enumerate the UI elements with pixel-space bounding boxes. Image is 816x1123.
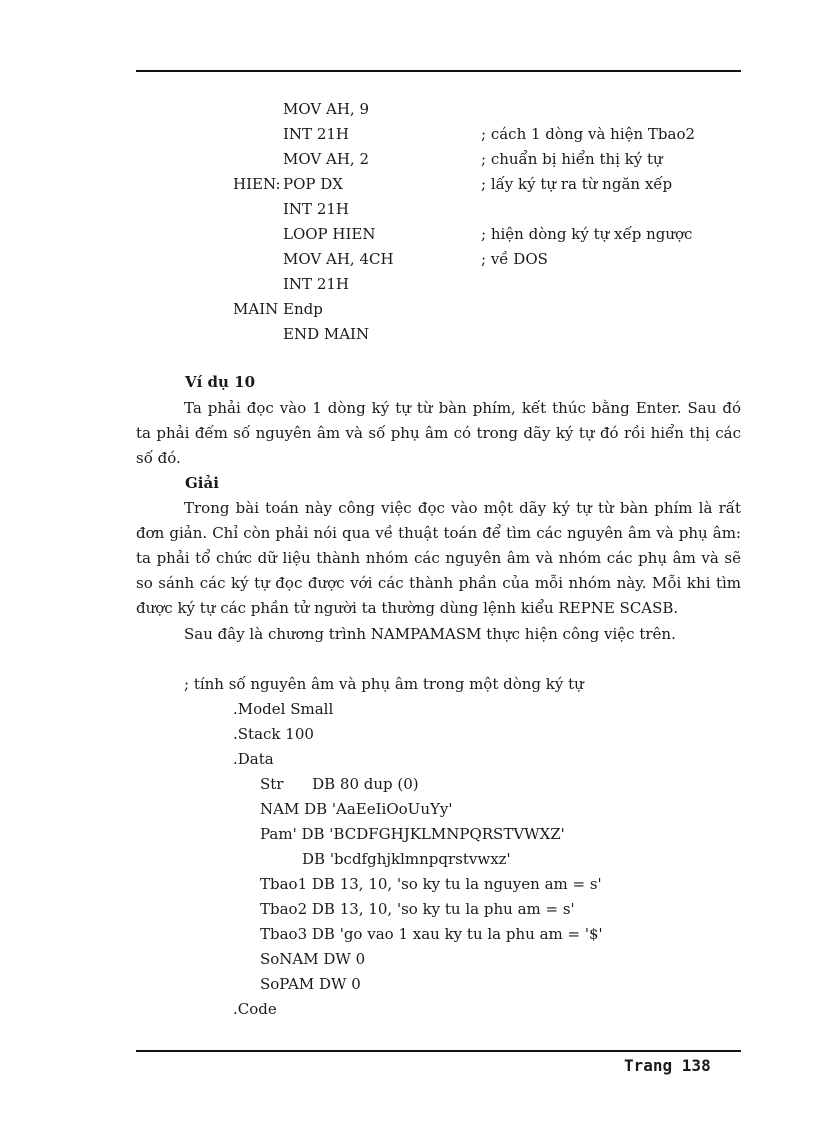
code-line: Pam' DB 'BCDFGHJKLMNPQRSTVWXZ' bbox=[260, 825, 565, 843]
example-heading: Ví dụ 10 bbox=[185, 373, 256, 391]
header-rule bbox=[136, 70, 741, 72]
code-line: DB 'bcdfghjklmnpqrstvwxz' bbox=[302, 850, 511, 868]
code-line: Tbao1 DB 13, 10, 'so ky tu la nguyen am = s' bbox=[260, 875, 602, 893]
code-line: INT 21H bbox=[283, 200, 349, 218]
code-line: .Model Small bbox=[233, 700, 334, 718]
solution-text: Trong bài toán này công việc đọc vào một dãy ký tự từ bàn phím là rất đơn giản. Chỉ còn phải nói qua về thuật toán để tìm các nguyên âm và phụ âm: ta phải tổ chức dữ liệu thành nhóm các nguyên âm và nhóm các phụ âm và sẽ so sánh các ký tự đọc được với các thành phần của mỗi nhóm này. Mỗi khi tìm được ký tự các phần tử người ta thường dùng lệnh kiểu REPNE SCASB. bbox=[136, 499, 741, 617]
code-line: SoNAM DW 0 bbox=[260, 950, 366, 968]
code-comment: ; cách 1 dòng và hiện Tbao2 bbox=[481, 125, 696, 143]
code-line: .Stack 100 bbox=[233, 725, 314, 743]
page-number: Trang 138 bbox=[624, 1056, 711, 1075]
code-comment: ; lấy ký tự ra từ ngăn xếp bbox=[481, 175, 673, 193]
code-comment: ; chuẩn bị hiển thị ký tự bbox=[481, 150, 663, 168]
code-line: MOV AH, 2 bbox=[283, 150, 369, 168]
code-line: Tbao2 DB 13, 10, 'so ky tu la phu am = s' bbox=[260, 900, 575, 918]
example-paragraph bbox=[136, 396, 741, 471]
code-line: NAM DB 'AaEeIiOoUuYy' bbox=[260, 800, 453, 818]
code-line: END MAIN bbox=[283, 325, 370, 343]
code-comment: ; hiện dòng ký tự xếp ngược bbox=[481, 225, 693, 243]
code-line: .Data bbox=[233, 750, 274, 768]
code-comment: ; về DOS bbox=[481, 250, 548, 268]
solution-paragraph bbox=[136, 496, 741, 621]
code-line: MOV AH, 9 bbox=[283, 100, 369, 118]
code-line: LOOP HIEN bbox=[283, 225, 376, 243]
code-line: POP DX bbox=[283, 175, 343, 193]
code-line: Tbao3 DB 'go vao 1 xau ky tu la phu am = '$' bbox=[260, 925, 603, 943]
solution-heading: Giải bbox=[185, 474, 219, 492]
code-label: HIEN: bbox=[233, 175, 281, 193]
code-line: INT 21H bbox=[283, 275, 349, 293]
footer-rule bbox=[136, 1050, 741, 1052]
code-label: MAIN Endp bbox=[233, 300, 323, 318]
code-line: Str DB 80 dup (0) bbox=[260, 775, 419, 793]
code-line: .Code bbox=[233, 1000, 277, 1018]
program-intro: Sau đây là chương trình NAMPAMASM thực hiện công việc trên. bbox=[184, 625, 676, 643]
example-text: Ta phải đọc vào 1 dòng ký tự từ bàn phím, kết thúc bằng Enter. Sau đó ta phải đếm số nguyên âm và số phụ âm có trong dãy ký tự đó rồi hiển thị các số đó. bbox=[136, 399, 741, 467]
code-line: SoPAM DW 0 bbox=[260, 975, 361, 993]
code-comment: ; tính số nguyên âm và phụ âm trong một dòng ký tự bbox=[184, 675, 584, 693]
code-line: INT 21H bbox=[283, 125, 349, 143]
code-line: MOV AH, 4CH bbox=[283, 250, 394, 268]
